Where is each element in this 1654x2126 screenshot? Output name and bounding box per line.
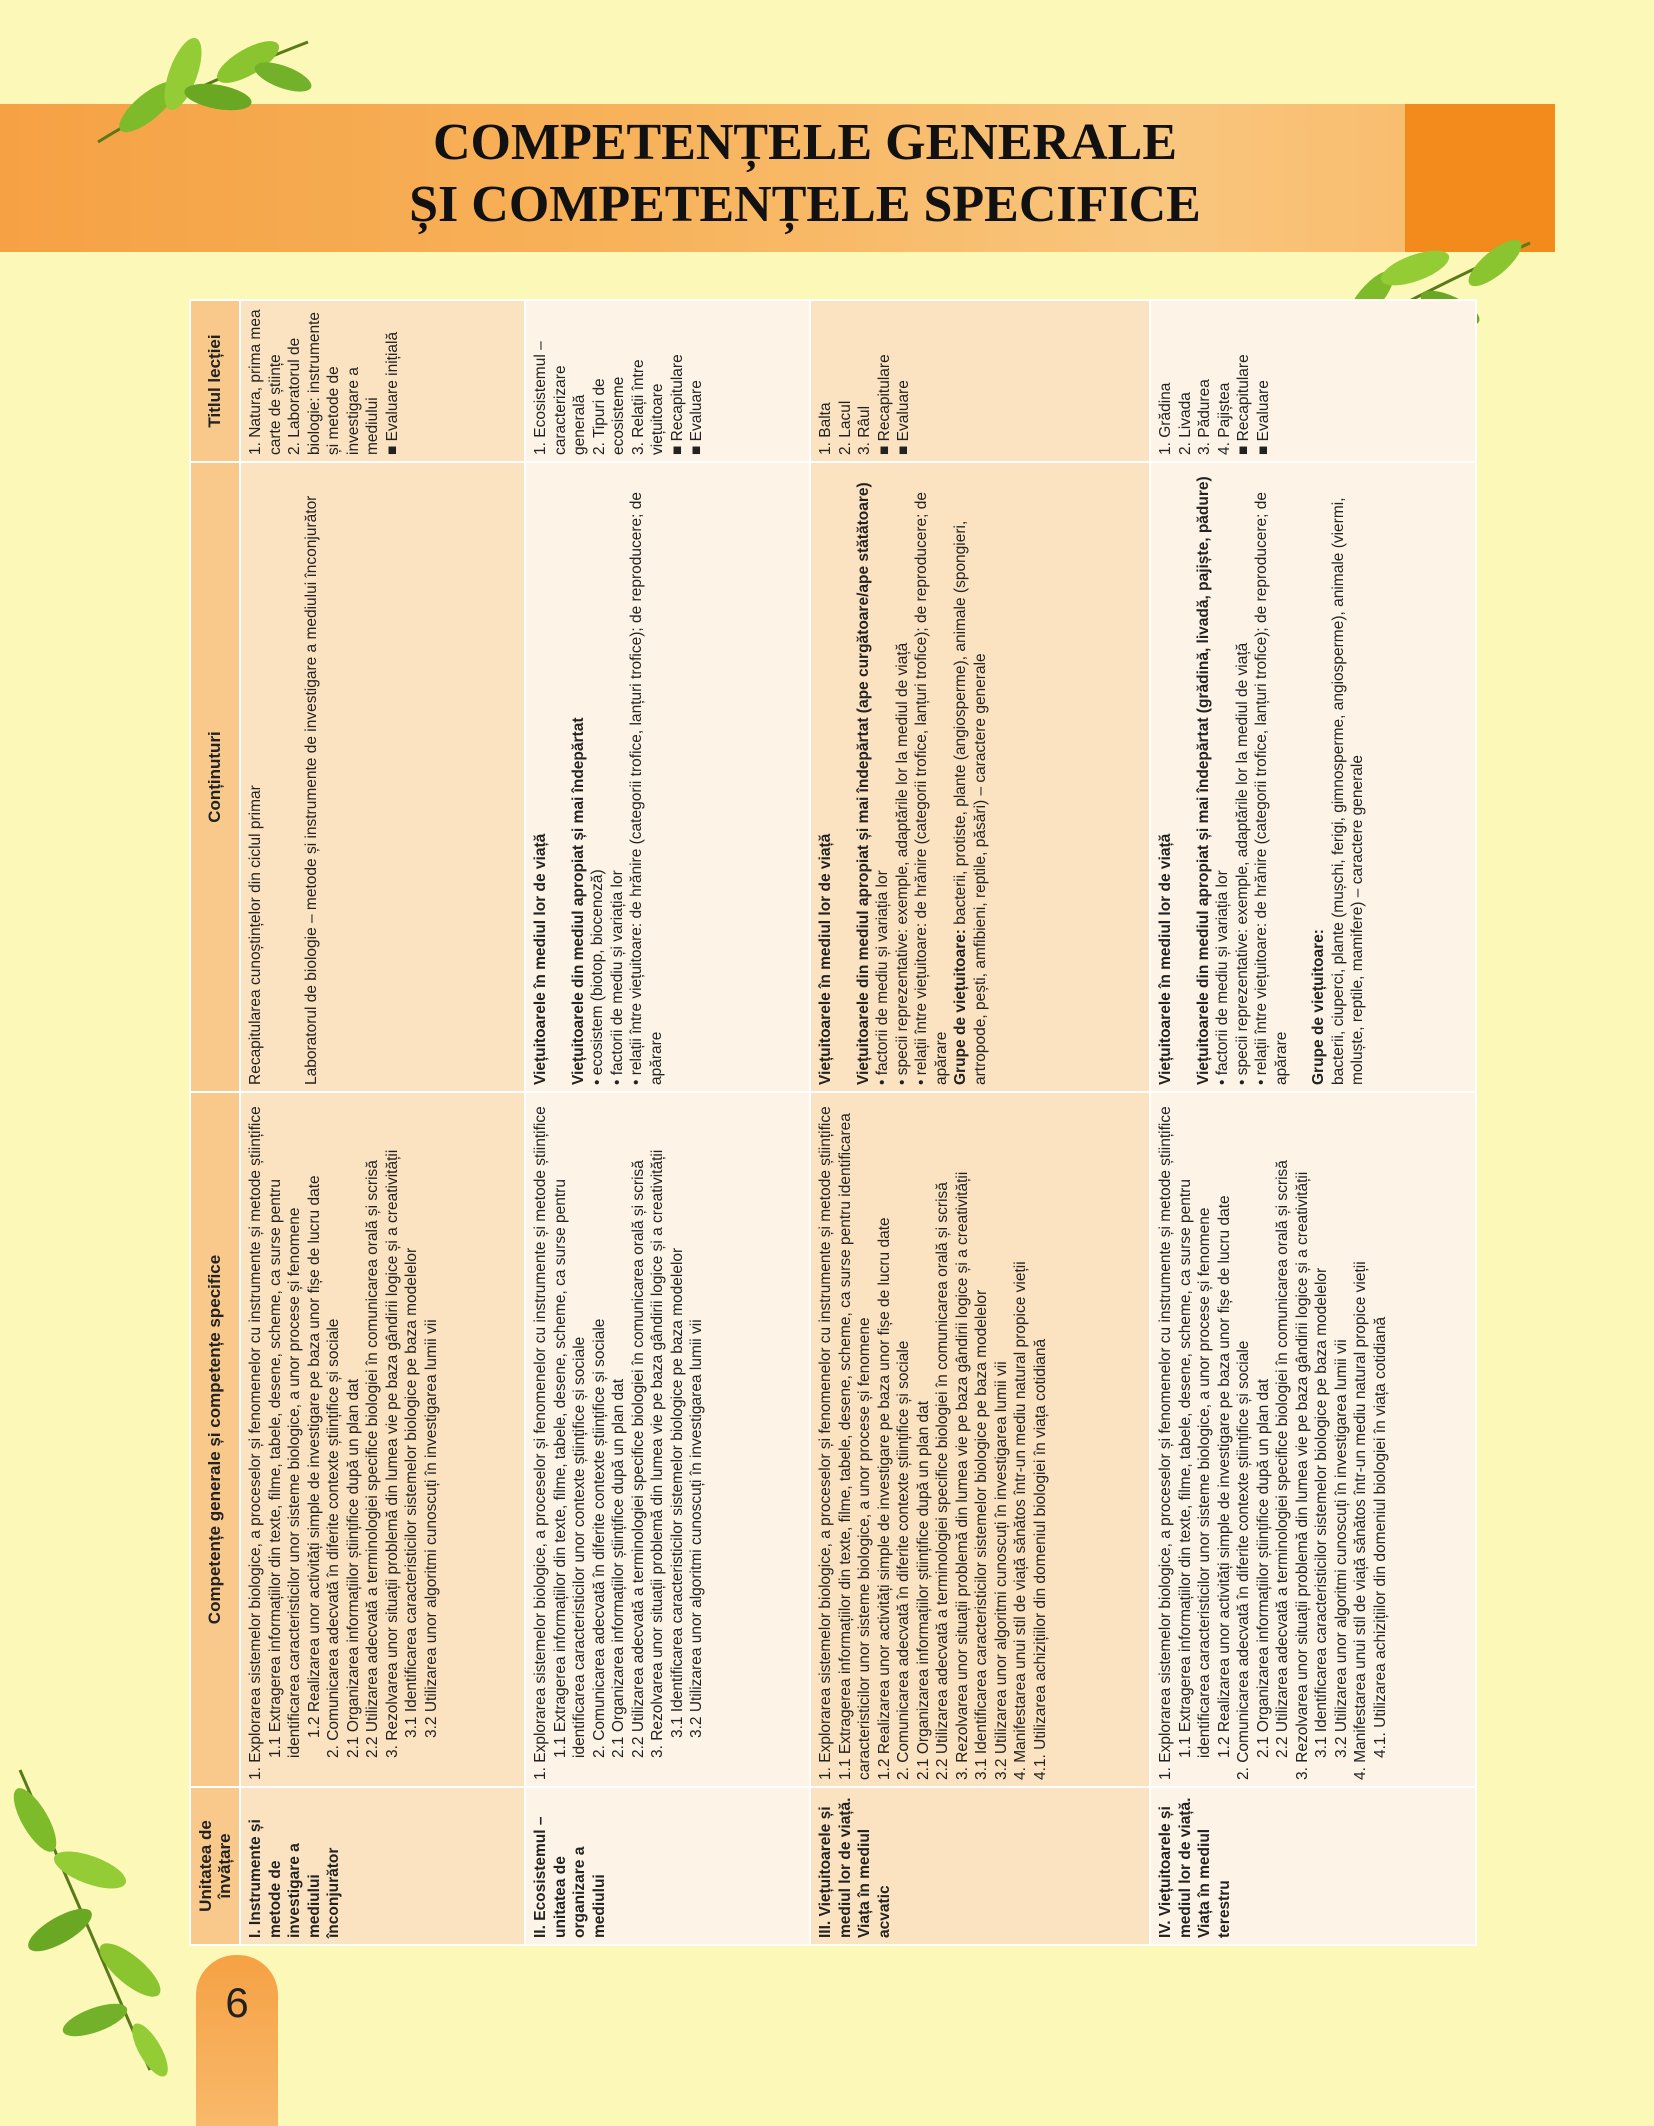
content-line: Recapitularea cunoștințelor din ciclul primar — [247, 785, 264, 1085]
competency-line: 3.2 Utilizarea unor algoritmi cunoscuți în investigarea lumii vii — [422, 1319, 440, 1738]
lesson-item: ■ Evaluare — [895, 380, 912, 455]
competency-line: 1. Explorarea sistemelor biologice, a proceselor și fenomenelor cu instrumente și metode științifice — [247, 1106, 264, 1780]
competency-line: 1.2 Realizarea unor activități simple de investigare pe baza unor fișe de lucru date — [305, 1175, 323, 1738]
lesson-item: 4. Pajiștea — [1215, 382, 1233, 455]
cell-lessons — [525, 300, 810, 462]
table-header-row — [190, 300, 240, 1945]
content-title: Viețuitoarele în mediul lor de viață — [1157, 833, 1174, 1085]
competency-line: 3.1 Identificarea caracteristicilor sistemelor biologice pe baza modelelor — [1313, 1267, 1330, 1758]
competencies-table-container — [189, 301, 1477, 1946]
competency-line: 1. Explorarea sistemelor biologice, a proceselor și fenomenelor cu instrumente și metode științifice — [532, 1106, 549, 1780]
content-subtitle: Viețuitoarele din mediul apropiat și mai îndepărtat (grădină, livadă, pajiște, pădure) — [1194, 476, 1212, 1085]
page-title-line-1: COMPETENȚELE GENERALE — [432, 114, 1178, 171]
lesson-item: ■ Evaluare — [688, 380, 705, 455]
header-content: Conținuturi — [190, 462, 240, 1092]
table-row — [1150, 300, 1476, 1945]
header-competencies: Competențe generale și competențe specifice — [190, 1092, 240, 1787]
cell-competencies — [240, 1092, 525, 1787]
competency-line: 2.1 Organizarea informațiilor științifice după un plan dat — [344, 1378, 362, 1758]
competency-line: 2.2 Utilizarea adecvată a terminologiei specifice biologiei în comunicarea orală și scrisă — [629, 1160, 647, 1758]
content-line: • factorii de mediu și variația lor — [608, 870, 626, 1085]
competency-line: 3.2 Utilizarea unor algoritmi cunoscuți în investigarea lumii vii — [688, 1319, 705, 1738]
table-row — [525, 300, 810, 1945]
lesson-item: 1. Grădina — [1157, 382, 1174, 455]
content-line: • relații între viețuitoare: de hrănire (categorii trofice, lanțuri trofice); de reproducere; de apărare — [913, 492, 950, 1085]
competency-line: 3. Rezolvarea unor situații problemă din lumea vie pe baza gândirii logice și a creativității — [649, 1149, 666, 1758]
competency-line: 3.2 Utilizarea unor algoritmi cunoscuți în investigarea lumii vii — [992, 1361, 1010, 1780]
cell-content — [1150, 462, 1476, 1092]
lesson-item: 3. Relații între viețuitoare — [629, 359, 666, 455]
lesson-item: 1. Ecosistemul – caracterizare generală — [532, 341, 588, 455]
lesson-item: 2. Lacul — [836, 400, 854, 455]
competency-line: 2.2 Utilizarea adecvată a terminologiei specifice biologiei în comunicarea orală și scrisă — [934, 1182, 951, 1780]
lesson-item: 2. Livada — [1176, 392, 1194, 455]
cell-unit: III. Viețuitoarele și mediul lor de viață. Viața în mediul acvatic — [810, 1787, 1150, 1945]
competency-line: 1.1 Extragerea informațiilor din texte, filme, tabele, desene, scheme, ca surse pentru identificarea caracteristicilor unor contexte științifice și sociale — [551, 1179, 588, 1758]
content-line: • ecosistem (biotop, biocenoză) — [589, 869, 606, 1085]
cell-unit: I. Instrumente și metode de investigare a mediului înconjurător — [240, 1787, 525, 1945]
header-unit: Unitatea de învățare — [190, 1787, 240, 1945]
content-line: • relații între viețuitoare: de hrănire (categorii trofice, lanțuri trofice); de reproducere; de apărare — [628, 492, 665, 1085]
cell-competencies — [810, 1092, 1150, 1787]
table-row — [810, 300, 1150, 1945]
cell-content — [810, 462, 1150, 1092]
cell-lessons — [1150, 300, 1476, 462]
competency-line: 3.1 Identificarea caracteristicilor sistemelor biologice pe baza modelelor — [403, 1247, 420, 1738]
page-title-line-2: ȘI COMPETENȚELE SPECIFICE — [409, 176, 1201, 233]
lesson-item: ■ Evaluare — [1254, 380, 1272, 455]
competency-line: 4.1. Utilizarea achizițiilor din domeniul biologiei în viața cotidiană — [1031, 1338, 1049, 1780]
competency-line: 2.1 Organizarea informațiilor științifice după un plan dat — [1254, 1378, 1272, 1758]
lesson-item: 3. Râul — [856, 405, 873, 455]
competency-line: 4. Manifestarea unui stil de viață sănătos într-un mediu natural propice vieții — [1012, 1261, 1029, 1780]
lesson-item: 3. Pădurea — [1196, 379, 1213, 455]
cell-unit: II. Ecosistemul – unitatea de organizare a mediului — [525, 1787, 810, 1945]
content-line: • specii reprezentative: exemple, adaptările lor la mediul de viață — [893, 642, 911, 1085]
content-line: Laboratorul de biologie – metode și instrumente de investigare a mediului înconjurător — [302, 495, 320, 1085]
competency-line: 1. Explorarea sistemelor biologice, a proceselor și fenomenelor cu instrumente și metode științifice — [817, 1106, 834, 1780]
cell-lessons — [240, 300, 525, 462]
lesson-item: 2. Laboratorul de biologie: instrumente și metode de investigare a mediului — [286, 311, 381, 455]
cell-content — [525, 462, 810, 1092]
content-groups-label: Grupe de viețuitoare: — [1310, 929, 1327, 1085]
content-spacer — [266, 469, 284, 1085]
lesson-item: ■ Recapitulare — [668, 354, 686, 455]
content-line: • relații între viețuitoare: de hrănire (categorii trofice, lanțuri trofice); de reproducere; de apărare — [1253, 492, 1290, 1085]
page-number: 6 — [225, 1979, 249, 2026]
leaf-branch-top-left-icon — [88, 22, 318, 152]
competency-line: 2.2 Utilizarea adecvată a terminologiei specifice biologiei în comunicarea orală și scrisă — [364, 1160, 381, 1758]
competency-line: 2.1 Organizarea informațiilor științifice după un plan dat — [914, 1400, 932, 1780]
content-line: • factorii de mediu și variația lor — [874, 870, 891, 1085]
table-row — [240, 300, 525, 1945]
content-title: Viețuitoarele în mediul lor de viață — [817, 833, 834, 1085]
competency-line: 3.1 Identificarea caracteristicilor sistemelor biologice pe baza modelelor — [973, 1289, 990, 1780]
content-groups: bacterii, ciuperci, plante (mușchi, ferigi, gimnosperme, angiosperme), animale (viermi, moluște, reptile, mamifere) – caractere generale — [1329, 497, 1366, 1085]
content-line: • factorii de mediu și variația lor — [1214, 870, 1231, 1085]
competency-line: 1. Explorarea sistemelor biologice, a proceselor și fenomenelor cu instrumente și metode științifice — [1157, 1106, 1174, 1780]
competency-line: 2. Comunicarea adecvată în diferite contexte științifice și sociale — [1235, 1340, 1252, 1780]
competency-line: 3. Rezolvarea unor situații problemă din lumea vie pe baza gândirii logice și a creativității — [1293, 1171, 1311, 1780]
cell-competencies — [1150, 1092, 1476, 1787]
leaf-branch-bottom-left-icon — [0, 1760, 200, 2080]
competency-line: 2. Comunicarea adecvată în diferite contexte științifice și sociale — [895, 1340, 912, 1780]
lesson-item: ■ Evaluare inițială — [383, 331, 401, 455]
cell-lessons — [810, 300, 1150, 462]
content-groups: bacterii, protiste, plante (angiosperme), animale (spongieri, artropode, pești, amfibieni, reptile, păsări) – caractere generale — [952, 520, 989, 1085]
content-line: • specii reprezentative: exemple, adaptările lor la mediul de viață — [1233, 642, 1251, 1085]
lesson-item: ■ Recapitulare — [1235, 354, 1252, 455]
competency-line: 1.1 Extragerea informațiilor din texte, filme, tabele, desene, scheme, ca surse pentru identificarea caracteristicilor unor sisteme biologice, a unor procese și fenomene — [266, 1179, 303, 1758]
content-subtitle: Viețuitoarele din mediul apropiat și mai îndepărtat — [569, 717, 587, 1085]
competency-line: 2.1 Organizarea informațiilor științifice după un plan dat — [610, 1378, 627, 1758]
header-lessons: Titlul lecției — [190, 300, 240, 462]
competency-line: 3. Rezolvarea unor situații problemă din lumea vie pe baza gândirii logice și a creativității — [953, 1171, 971, 1780]
content-subtitle: Viețuitoarele din mediul apropiat și mai îndepărtat (ape curgătoare/ape stătătoare) — [854, 482, 872, 1085]
competency-line: 4. Manifestarea unui stil de viață sănătos într-un mediu natural propice vieții — [1352, 1261, 1369, 1780]
competency-line: 1.1 Extragerea informațiilor din texte, filme, tabele, desene, scheme, ca surse pentru identificarea caracteristicilor unor sisteme biologice, a unor procese și fenomene — [1176, 1179, 1213, 1758]
competency-line: 1.2 Realizarea unor activități simple de investigare pe baza unor fișe de lucru date — [875, 1217, 893, 1780]
page-number-tab — [196, 1955, 278, 2126]
competency-line: 3. Rezolvarea unor situații problemă din lumea vie pe baza gândirii logice și a creativității — [383, 1149, 401, 1758]
cell-content — [240, 462, 525, 1092]
competencies-table — [189, 299, 1477, 1946]
competency-line: 4.1. Utilizarea achizițiilor din domeniul biologiei în viața cotidiană — [1371, 1316, 1389, 1758]
cell-competencies — [525, 1092, 810, 1787]
content-title: Viețuitoarele în mediul lor de viață — [532, 833, 549, 1085]
competency-line: 3.1 Identificarea caracteristicilor sistemelor biologice pe baza modelelor — [668, 1247, 686, 1738]
lesson-item: 1. Natura, prima mea carte de științe — [247, 309, 284, 455]
cell-unit: IV. Viețuitoarele și mediul lor de viață. Viața în mediul terestru — [1150, 1787, 1476, 1945]
content-groups-label: Grupe de viețuitoare: — [952, 929, 969, 1085]
competency-line: 2. Comunicarea adecvată în diferite contexte științifice și sociale — [590, 1318, 608, 1758]
competency-line: 1.1 Extragerea informațiilor din texte, filme, tabele, desene, scheme, ca surse pentru identificarea caracteristicilor unor sisteme biologice, a unor procese și fenomene — [836, 1113, 873, 1780]
lesson-item: 2. Tipuri de ecosisteme — [590, 376, 627, 455]
competency-line: 2.2 Utilizarea adecvată a terminologiei specifice biologiei în comunicarea orală și scrisă — [1274, 1160, 1291, 1758]
competency-line: 1.2 Realizarea unor activități simple de investigare pe baza unor fișe de lucru date — [1215, 1195, 1233, 1758]
competency-line: 3.2 Utilizarea unor algoritmi cunoscuți în investigarea lumii vii — [1332, 1339, 1350, 1758]
lesson-item: 1. Balta — [817, 402, 834, 455]
lesson-item: ■ Recapitulare — [875, 354, 893, 455]
competency-line: 2. Comunicarea adecvată în diferite contexte științifice și sociale — [325, 1318, 342, 1758]
